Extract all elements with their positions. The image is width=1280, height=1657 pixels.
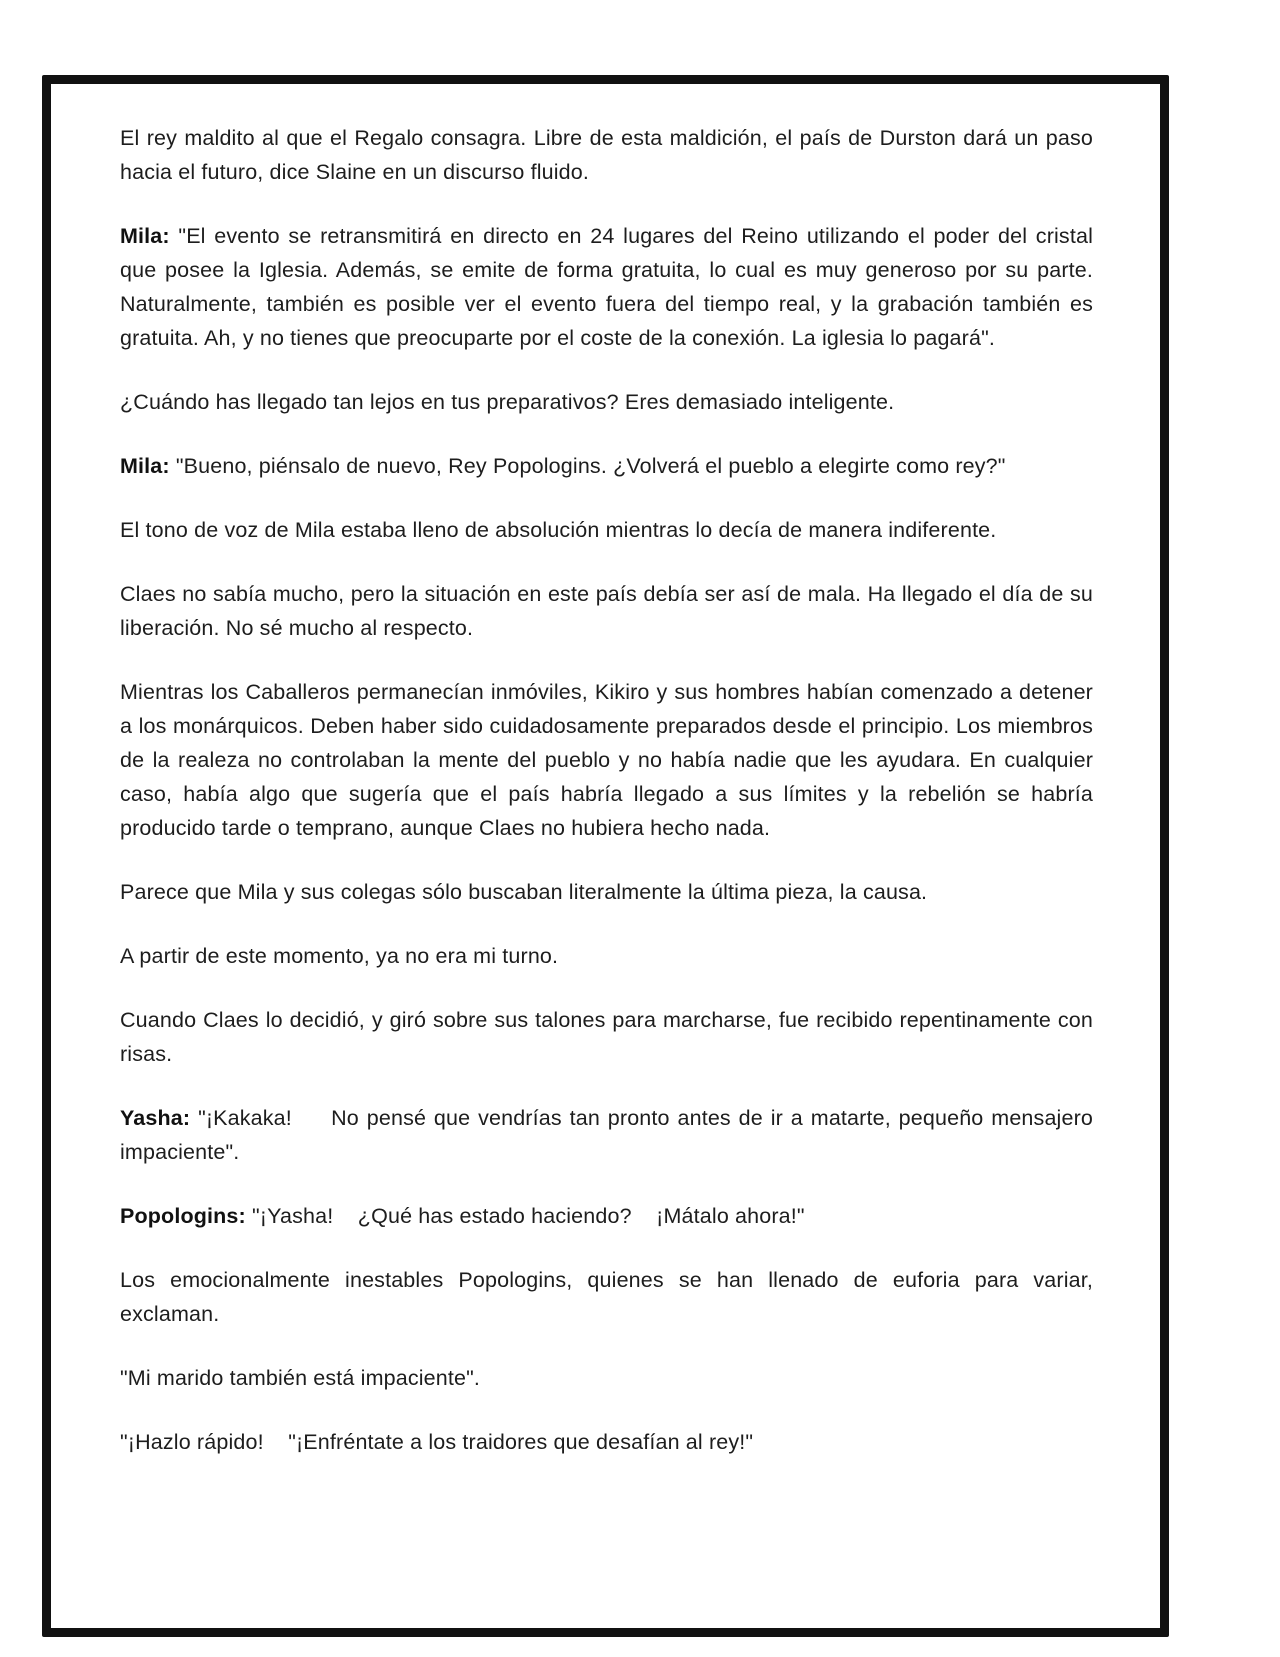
speaker-name: Yasha: (120, 1106, 191, 1130)
paragraph: "¡Hazlo rápido! "¡Enfréntate a los traidores que desafían al rey!" (120, 1430, 754, 1454)
paragraph: El tono de voz de Mila estaba lleno de absolución mientras lo decía de manera indiferente. (120, 518, 997, 542)
paragraph: Los emocionalmente inestables Popologins, quienes se han llenado de euforia para variar, exclaman. (120, 1268, 1093, 1326)
paragraph: Parece que Mila y sus colegas sólo buscaban literalmente la última pieza, la causa. (120, 880, 928, 904)
paragraph: ¿Cuándo has llegado tan lejos en tus preparativos? Eres demasiado inteligente. (120, 390, 895, 414)
page-frame (42, 75, 1169, 1637)
paragraph: Mila: "Bueno, piénsalo de nuevo, Rey Popologins. ¿Volverá el pueblo a elegirte como rey?" (120, 454, 1006, 478)
paragraph: Popologins: "¡Yasha! ¿Qué has estado haciendo? ¡Mátalo ahora!" (120, 1204, 805, 1228)
paragraph: Yasha: "¡Kakaka! No pensé que vendrías tan pronto antes de ir a matarte, pequeño mensajero impaciente". (120, 1106, 1093, 1164)
speaker-name: Mila: (120, 224, 170, 248)
paragraph: Claes no sabía mucho, pero la situación en este país debía ser así de mala. Ha llegado el día de su liberación. No sé mucho al respecto. (120, 582, 1093, 640)
paragraph: Mientras los Caballeros permanecían inmóviles, Kikiro y sus hombres habían comenzado a detener a los monárquicos. Deben haber sido cuidadosamente preparados desde el principio. Los miembros de la realeza no controlaban la mente del pueblo y no había nadie que les ayudara. En cualquier caso, había algo que sugería que el país habría llegado a sus límites y la rebelión se habría producido tarde o temprano, aunque Claes no hubiera hecho nada. (120, 680, 1093, 840)
paragraph: El rey maldito al que el Regalo consagra. Libre de esta maldición, el país de Durston dará un paso hacia el futuro, dice Slaine en un discurso fluido. (120, 126, 1093, 184)
paragraph: A partir de este momento, ya no era mi turno. (120, 944, 559, 968)
speaker-name: Popologins: (120, 1204, 246, 1228)
paragraph: Mila: "El evento se retransmitirá en directo en 24 lugares del Reino utilizando el poder del cristal que posee la Iglesia. Además, se emite de forma gratuita, lo cual es muy generoso por su parte. Naturalmente, también es posible ver el evento fuera del tiempo real, y la grabación también es gratuita. Ah, y no tienes que preocuparte por el coste de la conexión. La iglesia lo pagará". (120, 224, 1093, 350)
speaker-name: Mila: (120, 454, 170, 478)
paragraph: "Mi marido también está impaciente". (120, 1366, 481, 1390)
page-content (51, 84, 1160, 1459)
paragraph: Cuando Claes lo decidió, y giró sobre sus talones para marcharse, fue recibido repentinamente con risas. (120, 1008, 1093, 1066)
